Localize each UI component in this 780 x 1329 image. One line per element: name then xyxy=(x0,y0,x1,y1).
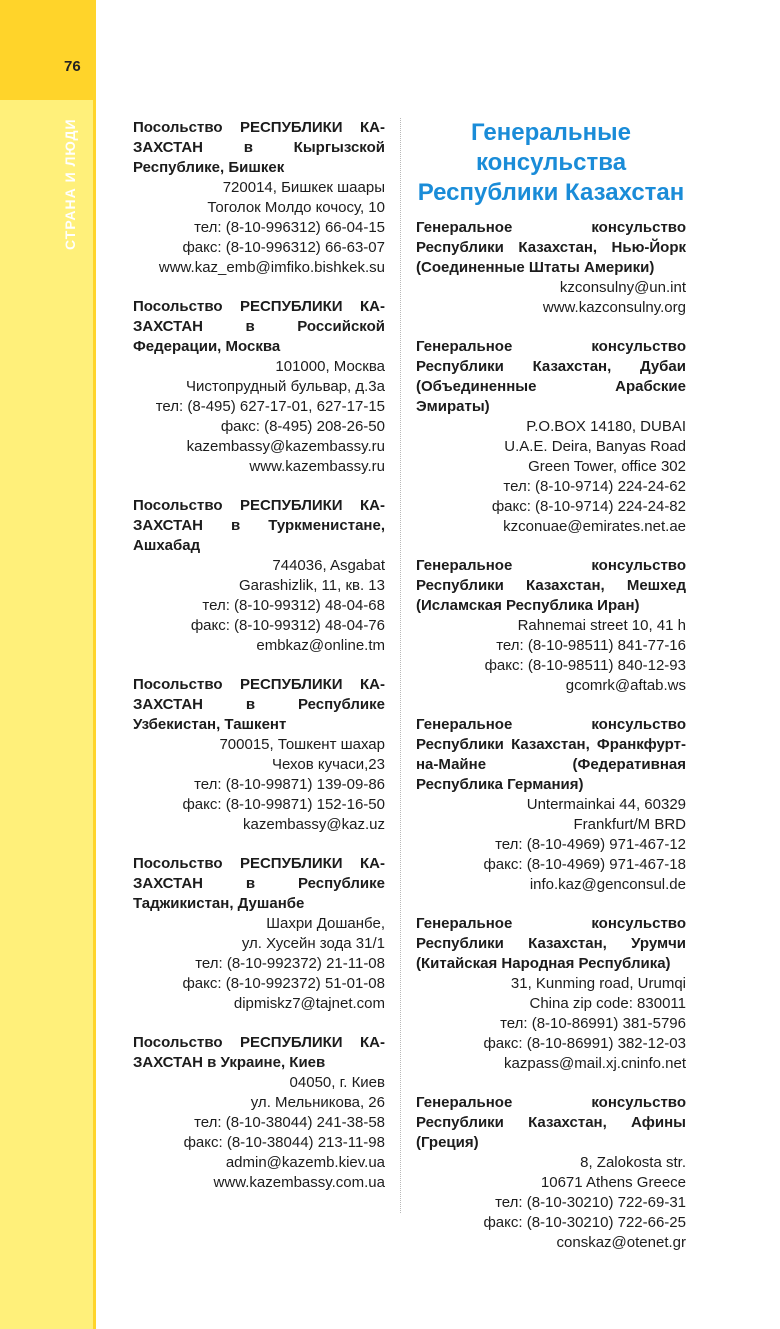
address-line: U.A.E. Deira, Banyas Road xyxy=(504,438,686,455)
embassy-title: Посольство РЕСПУБЛИКИ КА-ЗАХСТАН в Республике Узбекистан, Ташкент xyxy=(133,676,385,733)
contact-link[interactable]: kazpass@mail.xj.cninfo.net xyxy=(504,1055,686,1072)
consulate-title: Генеральное консульство Республики Казахстан, Франкфурт-на-Майне (Федеративная Республика Германия) xyxy=(416,716,686,793)
address-line: Тоголок Молдо кочосу, 10 xyxy=(207,199,385,216)
address-line: P.O.BOX 14180, DUBAI xyxy=(526,418,686,435)
contact-link[interactable]: kzconuae@emirates.net.ae xyxy=(503,518,686,535)
address-line: факс: (8-10-38044) 213-11-98 xyxy=(183,1134,385,1151)
address-line: 10671 Athens Greece xyxy=(540,1174,686,1191)
address-line: факс: (8-10-98511) 840-12-93 xyxy=(484,657,686,674)
consulate-title: Генеральное консульство Республики Казахстан, Афины (Греция) xyxy=(416,1094,686,1151)
address-line: ул. Мельникова, 26 xyxy=(250,1094,385,1111)
address-line: факс: (8-10-99312) 48-04-76 xyxy=(190,617,385,634)
address-line: факс: (8-10-9714) 224-24-82 xyxy=(491,498,686,515)
embassy-title: Посольство РЕСПУБЛИКИ КА-ЗАХСТАН в Кыргызской Республике, Бишкек xyxy=(133,119,385,176)
side-strip-border xyxy=(93,100,96,1329)
address-line: факс: (8-495) 208-26-50 xyxy=(220,418,385,435)
address-line: тел: (8-10-992372) 21-11-08 xyxy=(195,955,385,972)
address-line: Rahnemai street 10, 41 h xyxy=(517,617,686,634)
page-number-box xyxy=(0,0,96,100)
contact-link[interactable]: embkaz@online.tm xyxy=(256,637,385,654)
contact-link[interactable]: dipmiskz7@tajnet.com xyxy=(233,995,385,1012)
consulate-entry xyxy=(416,1093,686,1253)
address-line: ул. Хусейн зода 31/1 xyxy=(241,935,385,952)
section-label: СТРАНА И ЛЮДИ xyxy=(62,118,78,250)
contact-link[interactable]: www.kazconsulny.org xyxy=(542,299,686,316)
contact-link[interactable]: admin@kazemb.kiev.ua xyxy=(225,1154,385,1171)
address-line: тел: (8-10-996312) 66-04-15 xyxy=(194,219,385,236)
address-line: тел: (8-10-98511) 841-77-16 xyxy=(496,637,686,654)
address-line: тел: (8-10-86991) 381-5796 xyxy=(500,1015,686,1032)
consulates-heading: Генеральные консульства Республики Казахстан xyxy=(417,119,685,206)
embassy-entry xyxy=(133,854,385,1014)
consulate-title: Генеральное консульство Республики Казахстан, Дубаи (Объединенные Арабские Эмираты) xyxy=(416,338,686,415)
embassy-title: Посольство РЕСПУБЛИКИ КА-ЗАХСТАН в Украине, Киев xyxy=(133,1034,385,1071)
contact-link[interactable]: info.kaz@genconsul.de xyxy=(529,876,686,893)
contact-link[interactable]: kazembassy@kaz.uz xyxy=(243,816,385,833)
embassy-title: Посольство РЕСПУБЛИКИ КА-ЗАХСТАН в Туркменистане, Ашхабад xyxy=(133,497,385,554)
address-line: 700015, Тошкент шахар xyxy=(219,736,385,753)
address-line: тел: (8-10-30210) 722-69-31 xyxy=(495,1194,686,1211)
contact-link[interactable]: www.kazembassy.com.ua xyxy=(213,1174,385,1191)
embassy-entry xyxy=(133,675,385,835)
contact-link[interactable]: gcomrk@aftab.ws xyxy=(565,677,686,694)
address-line: 04050, г. Киев xyxy=(289,1074,385,1091)
consulate-entry xyxy=(416,914,686,1074)
address-line: факс: (8-10-99871) 152-16-50 xyxy=(182,796,385,813)
address-line: тел: (8-10-4969) 971-467-12 xyxy=(495,836,686,853)
address-line: факс: (8-10-86991) 382-12-03 xyxy=(483,1035,686,1052)
contact-link[interactable]: conskaz@otenet.gr xyxy=(556,1234,686,1251)
contact-link[interactable]: kazembassy@kazembassy.ru xyxy=(186,438,385,455)
consulate-entry xyxy=(416,218,686,318)
address-line: 101000, Москва xyxy=(275,358,385,375)
consulate-entry xyxy=(416,337,686,537)
consulate-entry xyxy=(416,715,686,895)
embassy-entry xyxy=(133,118,385,278)
address-line: тел: (8-10-38044) 241-38-58 xyxy=(194,1114,385,1131)
consulate-entry xyxy=(416,556,686,696)
address-line: 744036, Asgabat xyxy=(272,557,385,574)
address-line: Untermainkai 44, 60329 xyxy=(526,796,686,813)
address-line: факс: (8-10-992372) 51-01-08 xyxy=(182,975,385,992)
consulate-title: Генеральное консульство Республики Казахстан, Урумчи (Китайская Народная Республика) xyxy=(416,915,686,972)
embassy-title: Посольство РЕСПУБЛИКИ КА-ЗАХСТАН в Республике Таджикистан, Душанбе xyxy=(133,855,385,912)
consulates-column xyxy=(416,118,686,1272)
column-divider xyxy=(400,118,401,1213)
contact-link[interactable]: www.kaz_emb@imfiko.bishkek.su xyxy=(158,259,385,276)
embassies-column xyxy=(133,118,385,1212)
address-line: 720014, Бишкек шаары xyxy=(222,179,385,196)
address-line: факс: (8-10-996312) 66-63-07 xyxy=(182,239,385,256)
side-strip xyxy=(0,100,96,1329)
address-line: Шахри Дошанбе, xyxy=(266,915,385,932)
address-line: тел: (8-10-99871) 139-09-86 xyxy=(194,776,385,793)
address-line: тел: (8-10-9714) 224-24-62 xyxy=(503,478,686,495)
address-line: China zip code: 830011 xyxy=(529,995,686,1012)
address-line: Frankfurt/M BRD xyxy=(573,816,686,833)
embassy-entry xyxy=(133,1033,385,1193)
address-line: Чехов кучаси,23 xyxy=(272,756,385,773)
contact-link[interactable]: kzconsulny@un.int xyxy=(559,279,686,296)
embassy-entry xyxy=(133,297,385,477)
address-line: факс: (8-10-30210) 722-66-25 xyxy=(483,1214,686,1231)
consulate-title: Генеральное консульство Республики Казахстан, Нью-Йорк (Соединенные Штаты Америки) xyxy=(416,219,686,276)
embassy-title: Посольство РЕСПУБЛИКИ КА-ЗАХСТАН в Российской Федерации, Москва xyxy=(133,298,385,355)
address-line: 31, Kunming road, Urumqi xyxy=(510,975,686,992)
address-line: 8, Zalokosta str. xyxy=(580,1154,686,1171)
consulate-title: Генеральное консульство Республики Казахстан, Мешхед (Исламская Республика Иран) xyxy=(416,557,686,614)
address-line: факс: (8-10-4969) 971-467-18 xyxy=(483,856,686,873)
address-line: тел: (8-10-99312) 48-04-68 xyxy=(202,597,385,614)
address-line: Garashizlik, 11, кв. 13 xyxy=(239,577,385,594)
embassy-entry xyxy=(133,496,385,656)
address-line: Green Tower, office 302 xyxy=(528,458,686,475)
page-number: 76 xyxy=(64,58,81,75)
contact-link[interactable]: www.kazembassy.ru xyxy=(249,458,385,475)
address-line: тел: (8-495) 627-17-01, 627-17-15 xyxy=(155,398,385,415)
address-line: Чистопрудный бульвар, д.3а xyxy=(185,378,385,395)
